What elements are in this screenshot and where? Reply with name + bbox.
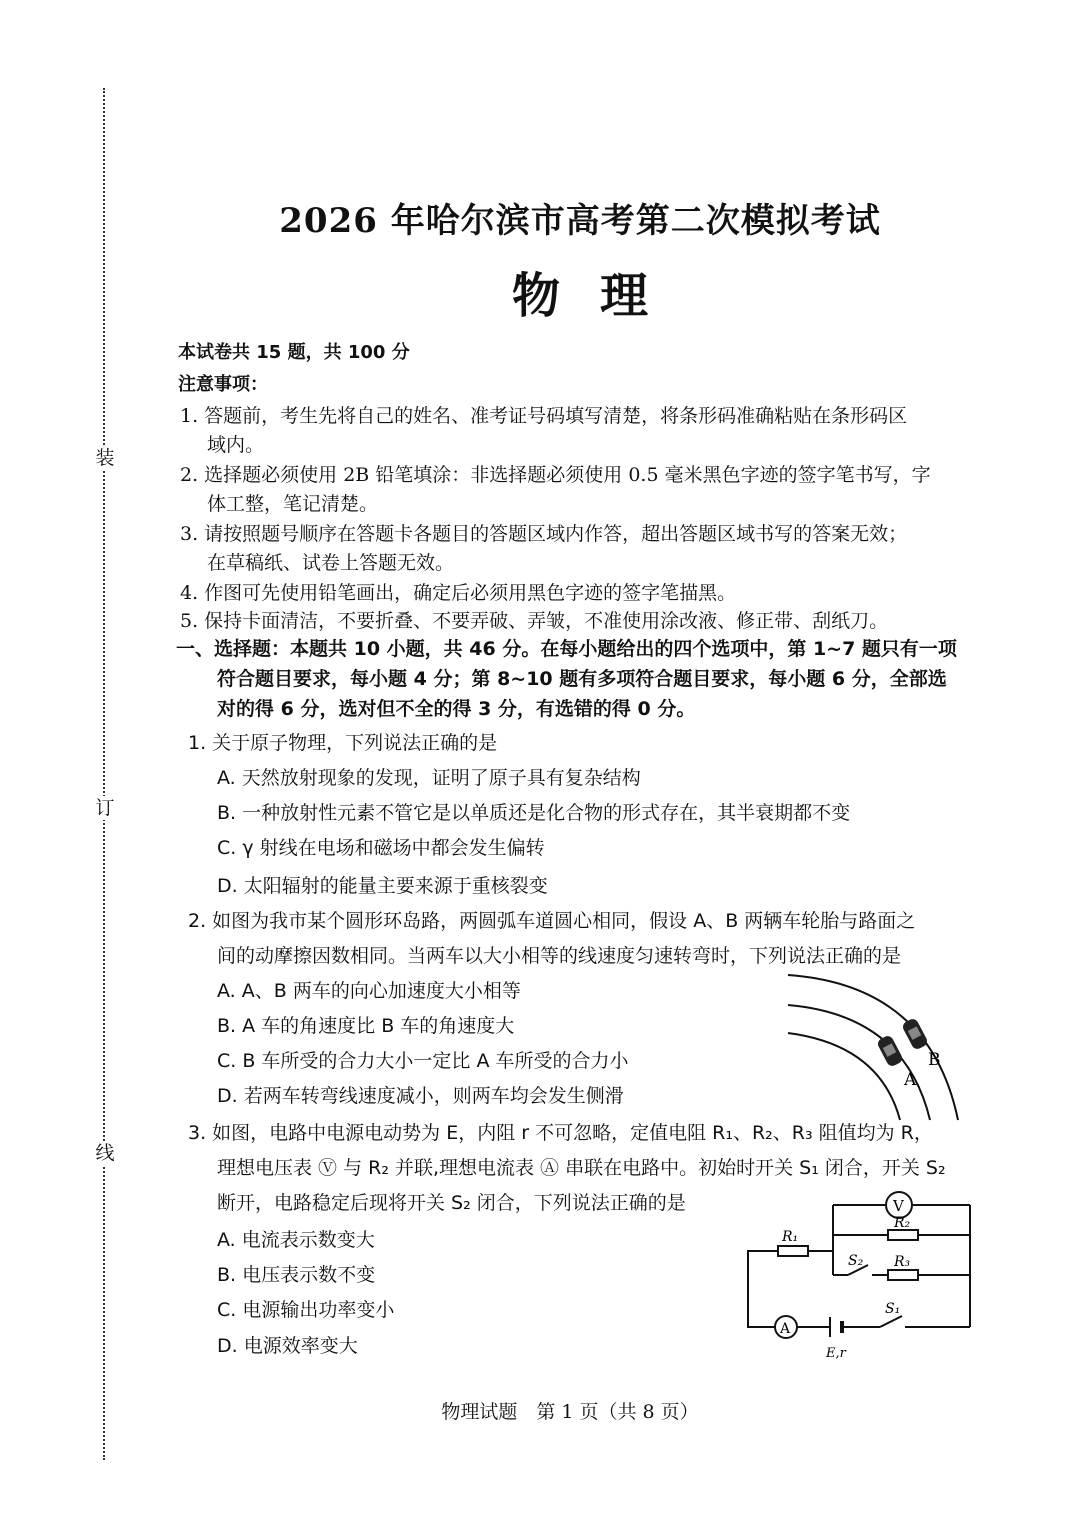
notice-item: 在草稿纸、试卷上答题无效。 xyxy=(207,552,455,574)
r3-label: R₃ xyxy=(894,1254,911,1270)
question-1-option-c: C. γ 射线在电场和磁场中都会发生偏转 xyxy=(217,837,545,859)
subject-title: 物理 xyxy=(511,268,688,324)
question-3-option-b: B. 电压表示数不变 xyxy=(217,1264,376,1286)
voltmeter-label: V xyxy=(893,1197,904,1215)
roundabout-outer-arc xyxy=(788,975,958,1120)
notice-item: 4. 作图可先使用铅笔画出，确定后必须用黑色字迹的签字笔描黑。 xyxy=(180,582,737,604)
car-a-icon xyxy=(876,1034,904,1068)
question-2-option-b: B. A 车的角速度比 B 车的角速度大 xyxy=(217,1015,515,1037)
question-2-option-d: D. 若两车转弯线速度减小，则两车均会发生侧滑 xyxy=(217,1085,624,1107)
circuit-diagram xyxy=(740,1185,980,1365)
notice-item: 2. 选择题必须使用 2B 铅笔填涂：非选择题必须使用 0.5 毫米黑色字迹的签字笔书写，字 xyxy=(180,464,931,486)
question-1-option-a: A. 天然放射现象的发现，证明了原子具有复杂结构 xyxy=(217,767,641,789)
ammeter-label: A xyxy=(780,1321,791,1337)
s2-label: S₂ xyxy=(848,1253,864,1269)
question-1-option-b: B. 一种放射性元素不管它是以单质还是化合物的形式存在，其半衰期都不变 xyxy=(217,802,851,824)
question-1-option-d: D. 太阳辐射的能量主要来源于重核裂变 xyxy=(217,875,548,897)
question-2-stem: 2. 如图为我市某个圆形环岛路，两圆弧车道圆心相同，假设 A、B 两辆车轮胎与路面之 xyxy=(188,910,916,932)
question-3-option-d: D. 电源效率变大 xyxy=(217,1335,358,1357)
car-a-label: A xyxy=(904,1070,917,1090)
question-2-option-c: C. B 车所受的合力大小一定比 A 车所受的合力小 xyxy=(217,1050,629,1072)
resistor-r2 xyxy=(888,1230,918,1240)
exam-title: 2026 年哈尔滨市高考第二次模拟考试 xyxy=(279,201,881,241)
binding-label-ding: 订 xyxy=(95,797,115,819)
question-1-stem: 1. 关于原子物理，下列说法正确的是 xyxy=(188,732,498,754)
notice-item: 体工整，笔记清楚。 xyxy=(207,493,379,515)
question-3-stem-cont: 理想电压表 Ⓥ 与 R₂ 并联,理想电流表 Ⓐ 串联在电路中。初始时开关 S₁ 闭合，开关 S₂ xyxy=(217,1157,946,1179)
section-heading: 一、选择题：本题共 10 小题，共 46 分。在每小题给出的四个选项中，第 1~7 题只有一项 xyxy=(176,638,957,660)
binding-label-zhuang: 装 xyxy=(95,447,115,469)
question-3-option-a: A. 电流表示数变大 xyxy=(217,1229,375,1251)
wire-left xyxy=(748,1251,833,1327)
source-label: E,r xyxy=(826,1346,846,1361)
section-heading-cont: 对的得 6 分，选对但不全的得 3 分，有选错的得 0 分。 xyxy=(217,698,696,720)
car-b-label: B xyxy=(928,1050,941,1070)
question-2-option-a: A. A、B 两车的向心加速度大小相等 xyxy=(217,980,521,1002)
notice-item: 3. 请按照题号顺序在答题卡各题目的答题区域内作答，超出答题区域书写的答案无效； xyxy=(180,523,908,545)
r2-label: R₂ xyxy=(894,1215,911,1231)
notice-item: 5. 保持卡面清洁，不要折叠、不要弄破、弄皱，不准使用涂改液、修正带、刮纸刀。 xyxy=(180,610,889,632)
question-3-stem-cont: 断开，电路稳定后现将开关 S₂ 闭合，下列说法正确的是 xyxy=(217,1192,686,1214)
section-heading-cont: 符合题目要求，每小题 4 分；第 8~10 题有多项符合题目要求，每小题 6 分，全部选 xyxy=(217,668,947,690)
notice-item: 1. 答题前，考生先将自己的姓名、准考证号码填写清楚，将条形码准确粘贴在条形码区 xyxy=(180,405,908,427)
notice-title: 注意事项： xyxy=(178,374,268,395)
resistor-r3 xyxy=(888,1270,918,1280)
page-footer: 物理试题 第 1 页（共 8 页） xyxy=(441,1401,699,1423)
exam-summary: 本试卷共 15 题，共 100 分 xyxy=(178,342,410,363)
roundabout-figure xyxy=(780,965,980,1125)
car-b-icon xyxy=(901,1017,929,1051)
question-2-stem-cont: 间的动摩擦因数相同。当两车以大小相等的线速度匀速转弯时，下列说法正确的是 xyxy=(217,945,902,967)
switch-s1 xyxy=(880,1316,902,1327)
binding-label-xian: 线 xyxy=(95,1142,115,1164)
question-3-stem: 3. 如图，电路中电源电动势为 E，内阻 r 不可忽略，定值电阻 R₁、R₂、R₃ 阻值均为 R， xyxy=(188,1122,933,1144)
question-3-option-c: C. 电源输出功率变小 xyxy=(217,1299,395,1321)
s1-label: S₁ xyxy=(885,1301,901,1317)
resistor-r1 xyxy=(778,1246,808,1256)
r1-label: R₁ xyxy=(782,1229,799,1245)
notice-item: 域内。 xyxy=(207,434,265,456)
